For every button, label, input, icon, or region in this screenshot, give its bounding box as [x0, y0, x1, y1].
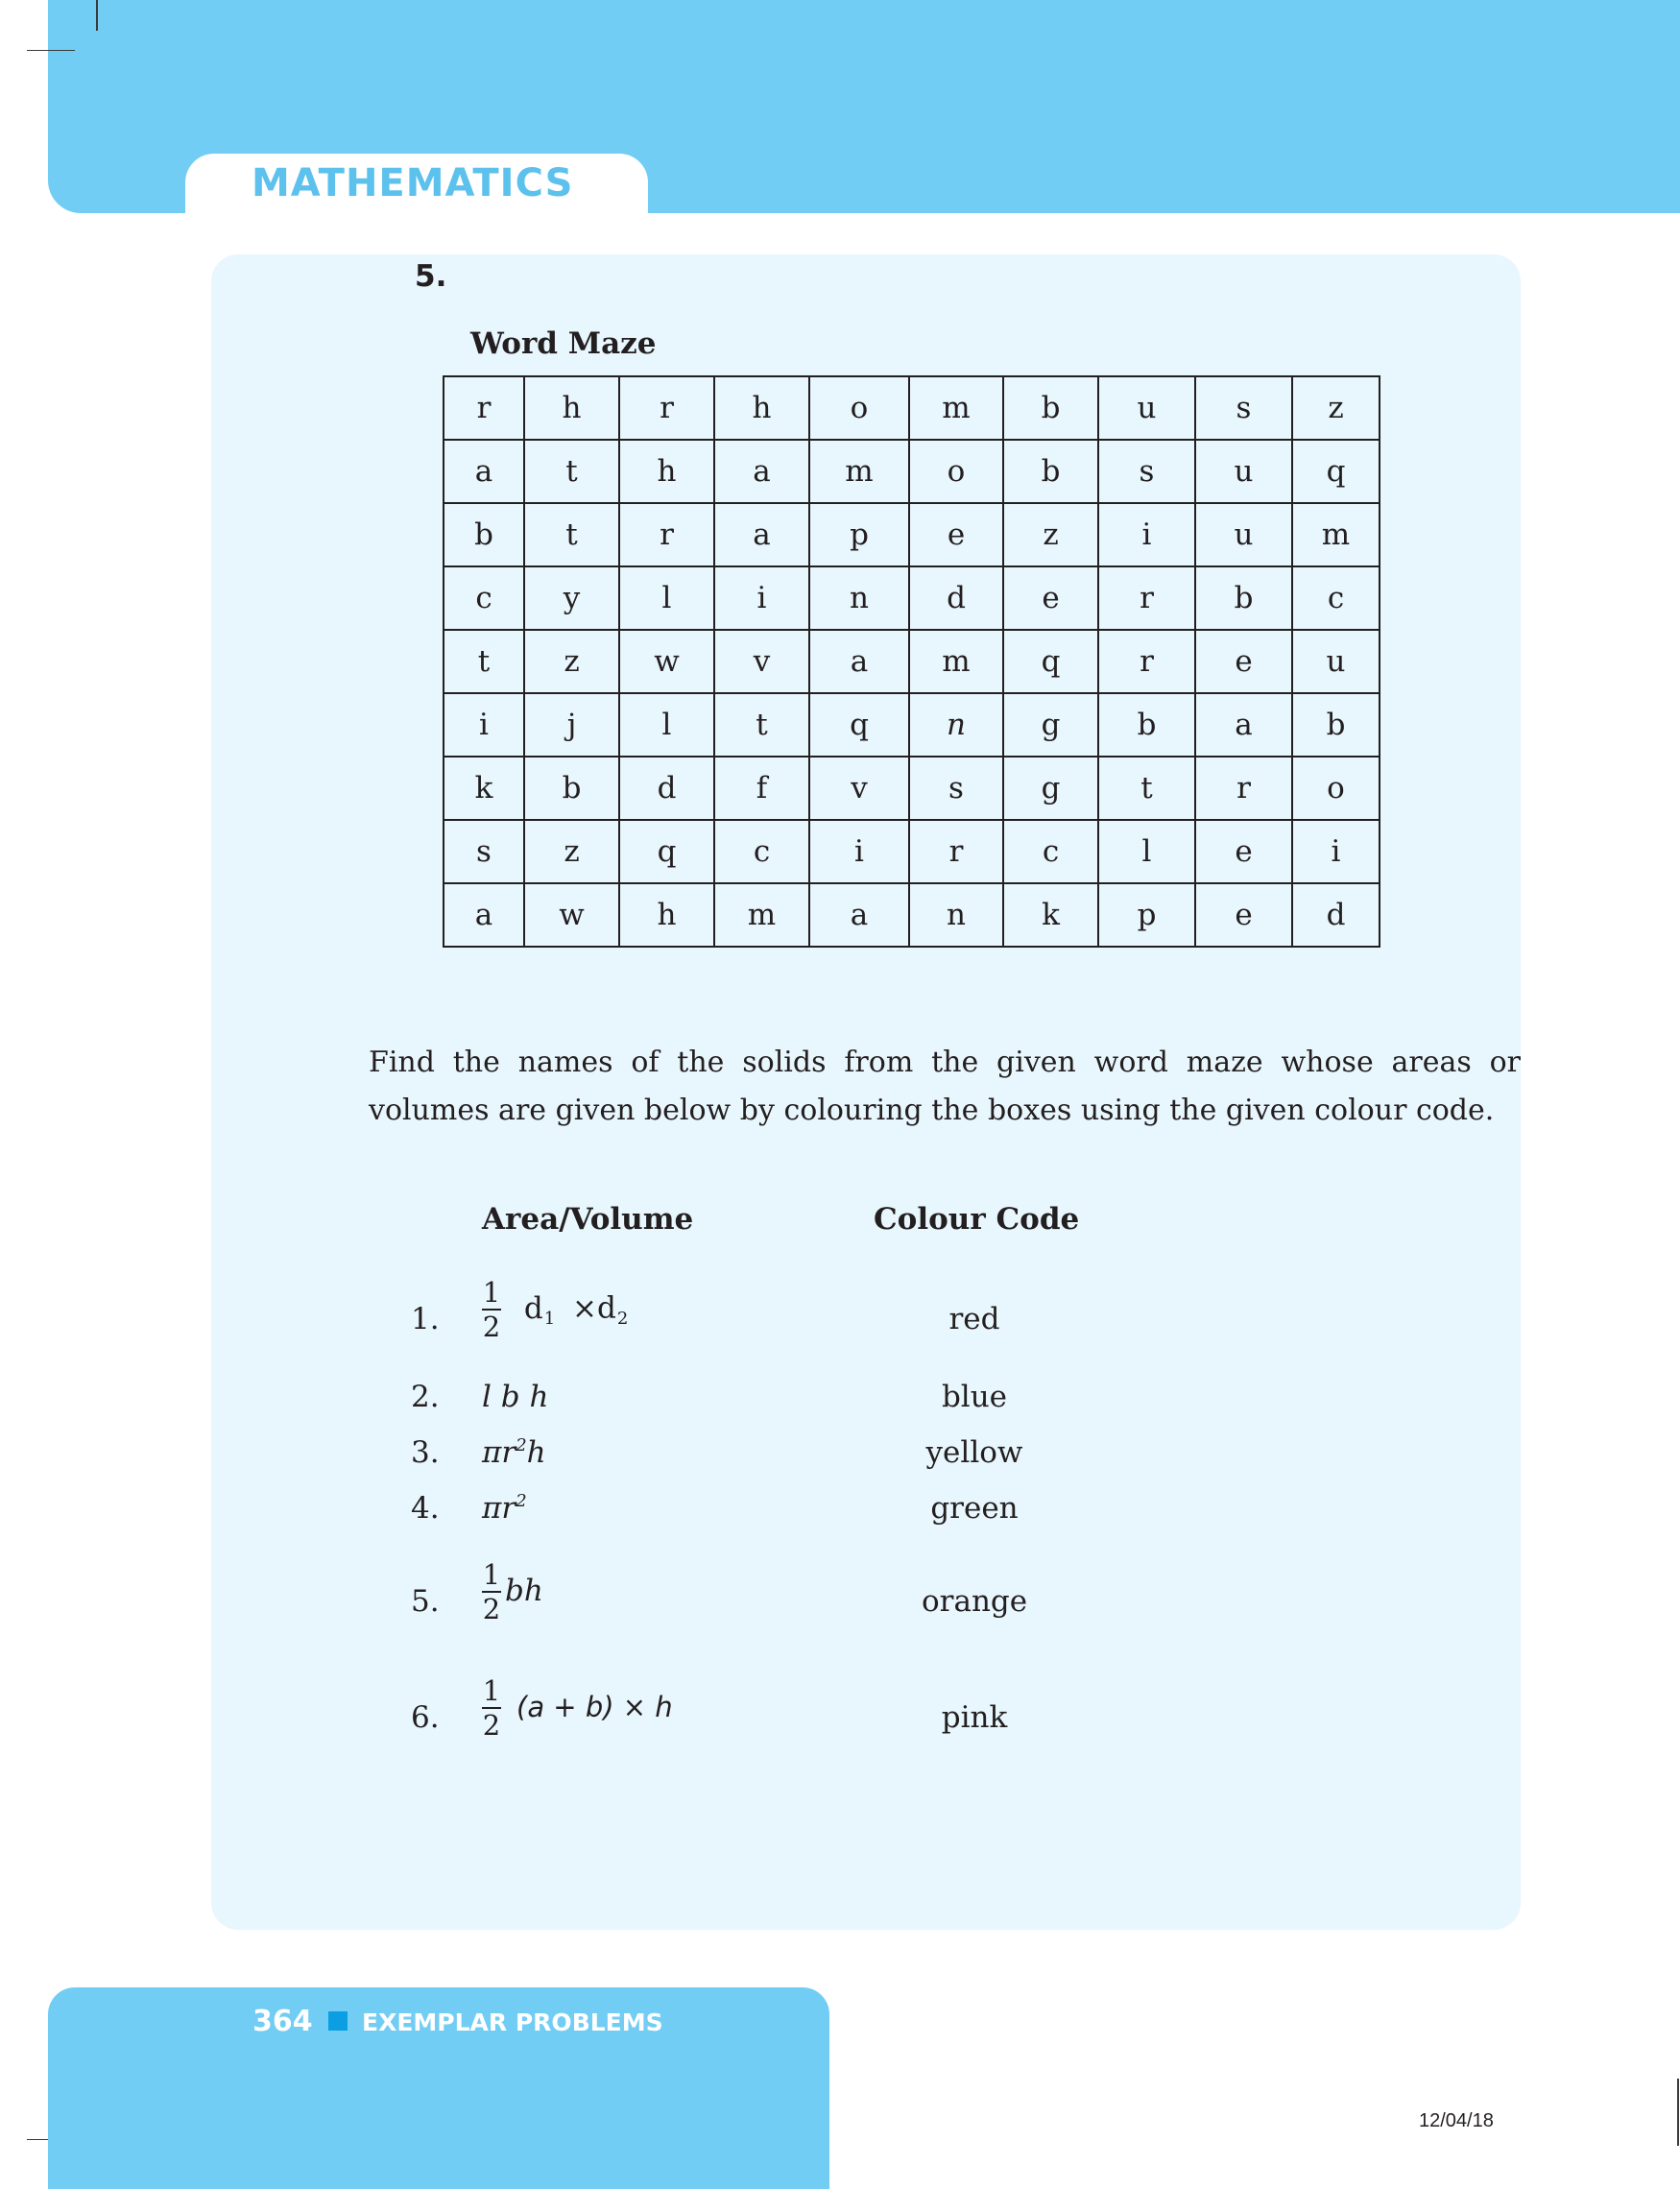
maze-cell: q: [1003, 630, 1098, 693]
maze-cell: l: [619, 693, 714, 757]
maze-cell: s: [1098, 440, 1195, 503]
maze-cell: i: [1098, 503, 1195, 566]
maze-row: [444, 440, 1380, 503]
maze-cell: b: [1003, 440, 1098, 503]
maze-cell: q: [809, 693, 909, 757]
maze-cell: f: [714, 757, 809, 820]
maze-cell: i: [714, 566, 809, 630]
formula-triangle-area: [482, 1559, 543, 1624]
formula-tail: (a + b) × h: [516, 1690, 673, 1723]
colour-code: blue: [941, 1380, 1008, 1414]
maze-cell: t: [444, 630, 524, 693]
maze-cell: b: [1195, 566, 1292, 630]
maze-cell: c: [714, 820, 809, 883]
maze-row: [444, 566, 1380, 630]
maze-row: [444, 757, 1380, 820]
maze-cell: n: [809, 566, 909, 630]
crop-mark: [1677, 2079, 1679, 2146]
maze-cell: m: [1292, 503, 1380, 566]
maze-cell: s: [444, 820, 524, 883]
print-date: 12/04/18: [1419, 2110, 1494, 2131]
maze-cell: q: [619, 820, 714, 883]
maze-cell: a: [1195, 693, 1292, 757]
colour-code: red: [948, 1302, 1000, 1336]
maze-cell: m: [909, 630, 1003, 693]
colour-code: yellow: [925, 1435, 1023, 1470]
maze-cell: a: [444, 440, 524, 503]
radius-symbol: r: [501, 1491, 516, 1526]
maze-cell: m: [809, 440, 909, 503]
maze-cell: e: [1195, 820, 1292, 883]
book-title: EXEMPLAR PROBLEMS: [362, 2009, 663, 2036]
maze-cell: n: [909, 883, 1003, 947]
fraction-denominator: 2: [482, 1593, 501, 1625]
colour-code: pink: [941, 1700, 1008, 1735]
maze-cell: e: [909, 503, 1003, 566]
maze-cell: e: [1003, 566, 1098, 630]
maze-cell: d: [619, 757, 714, 820]
maze-cell: z: [1003, 503, 1098, 566]
maze-cell: r: [909, 820, 1003, 883]
colour-code-heading: Colour Code: [874, 1202, 1080, 1237]
colour-code: green: [930, 1491, 1019, 1526]
maze-cell: t: [1098, 757, 1195, 820]
maze-cell: u: [1195, 503, 1292, 566]
maze-cell: o: [1292, 757, 1380, 820]
exponent: 2: [516, 1491, 527, 1511]
maze-cell: l: [1098, 820, 1195, 883]
maze-cell: r: [1098, 566, 1195, 630]
maze-cell: r: [1098, 630, 1195, 693]
crop-mark: [96, 0, 98, 31]
formula-rhombus-area: [482, 1277, 628, 1342]
maze-cell: q: [1292, 440, 1380, 503]
diagonal-symbol: d: [597, 1290, 616, 1326]
maze-cell: b: [1292, 693, 1380, 757]
area-volume-heading: Area/Volume: [482, 1202, 694, 1237]
maze-cell: w: [619, 630, 714, 693]
maze-cell: l: [619, 566, 714, 630]
maze-row: [444, 630, 1380, 693]
maze-cell: i: [444, 693, 524, 757]
maze-cell: c: [444, 566, 524, 630]
maze-cell: a: [714, 503, 809, 566]
formula-cylinder-volume: [482, 1435, 546, 1470]
maze-cell: v: [714, 630, 809, 693]
maze-cell: r: [444, 376, 524, 440]
page-number: 364: [252, 2005, 313, 2038]
question-number: 5.: [415, 259, 447, 294]
fraction-denominator: 2: [482, 1709, 501, 1742]
maze-cell: n: [909, 693, 1003, 757]
maze-cell: b: [1098, 693, 1195, 757]
exponent: 2: [516, 1435, 527, 1455]
word-maze-grid: [443, 375, 1380, 948]
maze-cell: h: [524, 376, 619, 440]
radius-symbol: r: [501, 1435, 516, 1470]
maze-cell: a: [444, 883, 524, 947]
maze-cell: s: [1195, 376, 1292, 440]
maze-cell: c: [1292, 566, 1380, 630]
maze-cell: b: [524, 757, 619, 820]
item-number: 2.: [411, 1380, 440, 1414]
formula-trapezium-area: [482, 1675, 673, 1741]
maze-cell: u: [1292, 630, 1380, 693]
item-number: 5.: [411, 1584, 440, 1619]
fraction-numerator: 1: [482, 1276, 501, 1309]
maze-cell: u: [1195, 440, 1292, 503]
maze-cell: c: [1003, 820, 1098, 883]
maze-cell: m: [714, 883, 809, 947]
maze-cell: z: [524, 630, 619, 693]
maze-cell: r: [1195, 757, 1292, 820]
subject-title: MATHEMATICS: [252, 161, 574, 205]
pi-symbol: π: [482, 1435, 502, 1470]
maze-cell: u: [1098, 376, 1195, 440]
item-number: 3.: [411, 1435, 440, 1470]
fraction: [482, 1277, 501, 1342]
maze-cell: z: [1292, 376, 1380, 440]
maze-cell: t: [524, 503, 619, 566]
maze-cell: r: [619, 503, 714, 566]
height-symbol: h: [526, 1435, 546, 1470]
maze-row: [444, 883, 1380, 947]
colour-code: orange: [922, 1584, 1028, 1619]
diagonal-symbol: d: [523, 1290, 543, 1326]
maze-cell: e: [1195, 883, 1292, 947]
fraction-numerator: 1: [482, 1558, 501, 1591]
maze-cell: g: [1003, 693, 1098, 757]
fraction-numerator: 1: [482, 1674, 501, 1707]
maze-cell: s: [909, 757, 1003, 820]
maze-cell: o: [809, 376, 909, 440]
formula-cuboid-volume: l b h: [482, 1380, 549, 1414]
item-number: 6.: [411, 1700, 440, 1735]
maze-cell: y: [524, 566, 619, 630]
maze-cell: o: [909, 440, 1003, 503]
footer-square-icon: [328, 2011, 348, 2031]
maze-cell: b: [1003, 376, 1098, 440]
maze-cell: k: [1003, 883, 1098, 947]
maze-cell: d: [1292, 883, 1380, 947]
maze-cell: z: [524, 820, 619, 883]
maze-cell: j: [524, 693, 619, 757]
maze-cell: a: [714, 440, 809, 503]
fraction: [482, 1675, 501, 1741]
maze-row: [444, 820, 1380, 883]
maze-row: [444, 503, 1380, 566]
subscript: 1: [543, 1308, 556, 1329]
maze-cell: t: [714, 693, 809, 757]
item-number: 1.: [411, 1302, 440, 1336]
fraction: [482, 1559, 501, 1624]
maze-cell: i: [1292, 820, 1380, 883]
maze-row: [444, 693, 1380, 757]
maze-cell: k: [444, 757, 524, 820]
item-number: 4.: [411, 1491, 440, 1526]
maze-cell: p: [809, 503, 909, 566]
maze-cell: a: [809, 883, 909, 947]
maze-cell: d: [909, 566, 1003, 630]
maze-cell: p: [1098, 883, 1195, 947]
instruction-text: Find the names of the solids from the given word maze whose areas or volumes are given below by colouring the boxes using the given colour code.: [369, 1046, 1521, 1127]
subscript: 2: [616, 1308, 629, 1329]
maze-cell: r: [619, 376, 714, 440]
maze-cell: w: [524, 883, 619, 947]
pi-symbol: π: [482, 1491, 502, 1526]
maze-cell: b: [444, 503, 524, 566]
maze-row: [444, 376, 1380, 440]
maze-cell: h: [714, 376, 809, 440]
crop-mark: [27, 50, 75, 51]
maze-cell: e: [1195, 630, 1292, 693]
maze-cell: m: [909, 376, 1003, 440]
maze-cell: h: [619, 440, 714, 503]
maze-title: Word Maze: [470, 326, 657, 361]
formula-tail: bh: [505, 1573, 543, 1608]
fraction-denominator: 2: [482, 1311, 501, 1343]
maze-cell: v: [809, 757, 909, 820]
maze-cell: h: [619, 883, 714, 947]
maze-cell: a: [809, 630, 909, 693]
times-sign: ×: [572, 1290, 598, 1326]
maze-cell: t: [524, 440, 619, 503]
maze-cell: i: [809, 820, 909, 883]
formula-circle-area: [482, 1491, 527, 1526]
maze-cell: g: [1003, 757, 1098, 820]
